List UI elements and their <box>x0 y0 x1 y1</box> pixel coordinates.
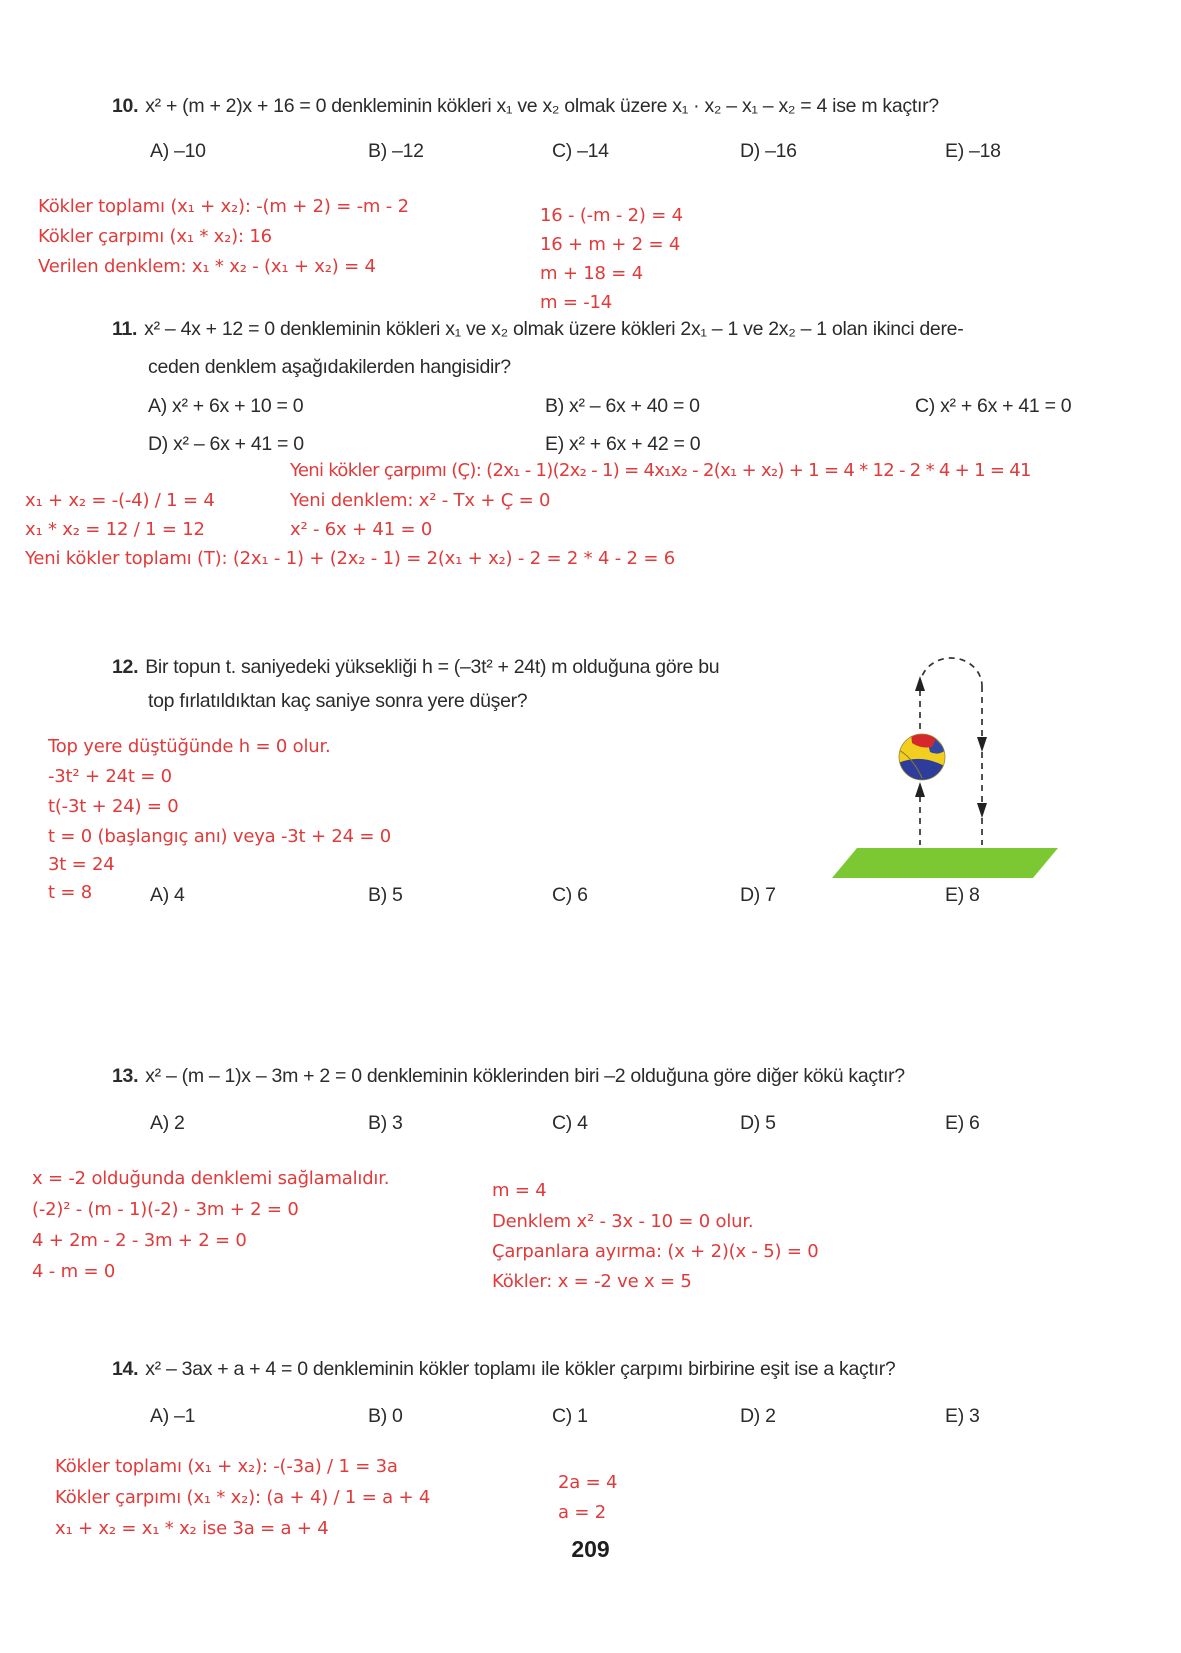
sol13-right-line: Denklem x² - 3x - 10 = 0 olur. <box>492 1211 754 1232</box>
q11-option-a: A) x² + 6x + 10 = 0 <box>148 395 304 417</box>
sol10-right-line: 16 + m + 2 = 4 <box>540 234 681 255</box>
sol10-left-line: Kökler toplamı (x₁ + x₂): -(m + 2) = -m - 2 <box>38 196 409 217</box>
trajectory-arc <box>920 658 982 686</box>
volleyball-icon <box>898 732 946 781</box>
question-10 <box>112 95 939 118</box>
q14-option-d: D) 2 <box>740 1405 776 1427</box>
q14-option-a: A) –1 <box>150 1405 196 1427</box>
sol14-left-line: Kökler çarpımı (x₁ * x₂): (a + 4) / 1 = a + 4 <box>55 1487 431 1508</box>
q11-option-c: C) x² + 6x + 41 = 0 <box>915 395 1072 417</box>
sol14-left-line: x₁ + x₂ = x₁ * x₂ ise 3a = a + 4 <box>55 1518 329 1539</box>
sol13-right-line: Çarpanlara ayırma: (x + 2)(x - 5) = 0 <box>492 1241 819 1262</box>
question-10-number: 10. <box>112 95 139 117</box>
page-number: 209 <box>571 1536 610 1562</box>
question-12-number: 12. <box>112 656 139 678</box>
sol10-left-line: Kökler çarpımı (x₁ * x₂): 16 <box>38 226 272 247</box>
question-13-number: 13. <box>112 1065 139 1087</box>
question-14-text: x² – 3ax + a + 4 = 0 denkleminin kökler toplamı ile kökler çarpımı birbirine eşit ise a kaçtır? <box>145 1358 896 1380</box>
q13-option-a: A) 2 <box>150 1112 185 1134</box>
sol14-left-line: Kökler toplamı (x₁ + x₂): -(-3a) / 1 = 3a <box>55 1456 398 1477</box>
question-11-text-line2: ceden denklem aşağıdakilerden hangisidir? <box>148 356 511 378</box>
sol12-line: t = 8 <box>48 882 93 903</box>
arrow-up-icon <box>915 676 925 691</box>
q10-option-b: B) –12 <box>368 140 424 162</box>
q12-option-b: B) 5 <box>368 884 403 906</box>
sol11-left1: x₁ + x₂ = -(-4) / 1 = 4 <box>25 490 215 511</box>
q13-option-e: E) 6 <box>945 1112 980 1134</box>
q14-option-c: C) 1 <box>552 1405 588 1427</box>
question-11-text-line1: x² – 4x + 12 = 0 denkleminin kökleri x₁ ve x₂ olmak üzere kökleri 2x₁ – 1 ve 2x₂ – 1 olan ikinci dere- <box>144 318 964 340</box>
sol13-left-line: (-2)² - (m - 1)(-2) - 3m + 2 = 0 <box>32 1199 299 1220</box>
sol11-line1: Yeni kökler çarpımı (Ç): (2x₁ - 1)(2x₂ - 1) = 4x₁x₂ - 2(x₁ + x₂) + 1 = 4 * 12 - 2 * 4 + 1 = 41 <box>290 460 1031 481</box>
q14-option-b: B) 0 <box>368 1405 403 1427</box>
sol13-left-line: x = -2 olduğunda denklemi sağlamalıdır. <box>32 1168 390 1189</box>
question-12-text-line1: Bir topun t. saniyedeki yüksekliği h = (–3t² + 24t) m olduğuna göre bu <box>145 656 720 678</box>
arrow-down-icon <box>977 803 987 818</box>
sol14-right-line: 2a = 4 <box>558 1472 618 1493</box>
q13-option-c: C) 4 <box>552 1112 588 1134</box>
q11-option-e: E) x² + 6x + 42 = 0 <box>545 433 701 455</box>
sol11-mid2: x² - 6x + 41 = 0 <box>290 519 433 540</box>
question-12-text-line2: top fırlatıldıktan kaç saniye sonra yere düşer? <box>148 690 528 712</box>
sol10-right-line: m = -14 <box>540 292 613 313</box>
sol10-left-line: Verilen denklem: x₁ * x₂ - (x₁ + x₂) = 4 <box>38 256 376 277</box>
q11-option-b: B) x² – 6x + 40 = 0 <box>545 395 700 417</box>
arrow-down-icon <box>977 737 987 752</box>
question-13-text: x² – (m – 1)x – 3m + 2 = 0 denkleminin köklerinden biri –2 olduğuna göre diğer kökü kaçtır? <box>145 1065 905 1087</box>
sol13-left-line: 4 + 2m - 2 - 3m + 2 = 0 <box>32 1230 247 1251</box>
question-11 <box>112 318 963 341</box>
sol10-right-line: 16 - (-m - 2) = 4 <box>540 205 683 226</box>
q10-option-e: E) –18 <box>945 140 1001 162</box>
q13-option-d: D) 5 <box>740 1112 776 1134</box>
sol12-line: -3t² + 24t = 0 <box>48 766 172 787</box>
q11-option-d: D) x² – 6x + 41 = 0 <box>148 433 304 455</box>
ground <box>832 848 1058 878</box>
question-14 <box>112 1358 895 1381</box>
sol13-right-line: m = 4 <box>492 1180 547 1201</box>
sol12-line: t(-3t + 24) = 0 <box>48 796 179 817</box>
q13-option-b: B) 3 <box>368 1112 403 1134</box>
question-11-number: 11. <box>112 318 138 340</box>
arrow-up-icon <box>915 782 925 797</box>
q14-option-e: E) 3 <box>945 1405 980 1427</box>
sol13-right-line: Kökler: x = -2 ve x = 5 <box>492 1271 692 1292</box>
question-12 <box>112 656 719 679</box>
q12-option-d: D) 7 <box>740 884 776 906</box>
sol14-right-line: a = 2 <box>558 1502 607 1523</box>
q12-option-c: C) 6 <box>552 884 588 906</box>
sol11-mid1: Yeni denklem: x² - Tx + Ç = 0 <box>290 490 551 511</box>
q10-option-d: D) –16 <box>740 140 797 162</box>
sol10-right-line: m + 18 = 4 <box>540 263 643 284</box>
question-14-number: 14. <box>112 1358 139 1380</box>
q10-option-a: A) –10 <box>150 140 206 162</box>
q10-option-c: C) –14 <box>552 140 609 162</box>
q12-option-a: A) 4 <box>150 884 185 906</box>
question-13 <box>112 1065 905 1088</box>
question-10-text: x² + (m + 2)x + 16 = 0 denkleminin kökleri x₁ ve x₂ olmak üzere x₁ · x₂ – x₁ – x₂ = 4 ise m kaçtır? <box>145 95 939 117</box>
sol11-line4: Yeni kökler toplamı (T): (2x₁ - 1) + (2x₂ - 1) = 2(x₁ + x₂) - 2 = 2 * 4 - 2 = 6 <box>25 548 675 569</box>
sol11-left2: x₁ * x₂ = 12 / 1 = 12 <box>25 519 205 540</box>
sol12-line: 3t = 24 <box>48 854 115 875</box>
sol13-left-line: 4 - m = 0 <box>32 1261 116 1282</box>
sol12-line: t = 0 (başlangıç anı) veya -3t + 24 = 0 <box>48 826 392 847</box>
ball-trajectory-illustration <box>795 600 1075 890</box>
q12-option-e: E) 8 <box>945 884 980 906</box>
sol12-line: Top yere düştüğünde h = 0 olur. <box>48 736 331 757</box>
